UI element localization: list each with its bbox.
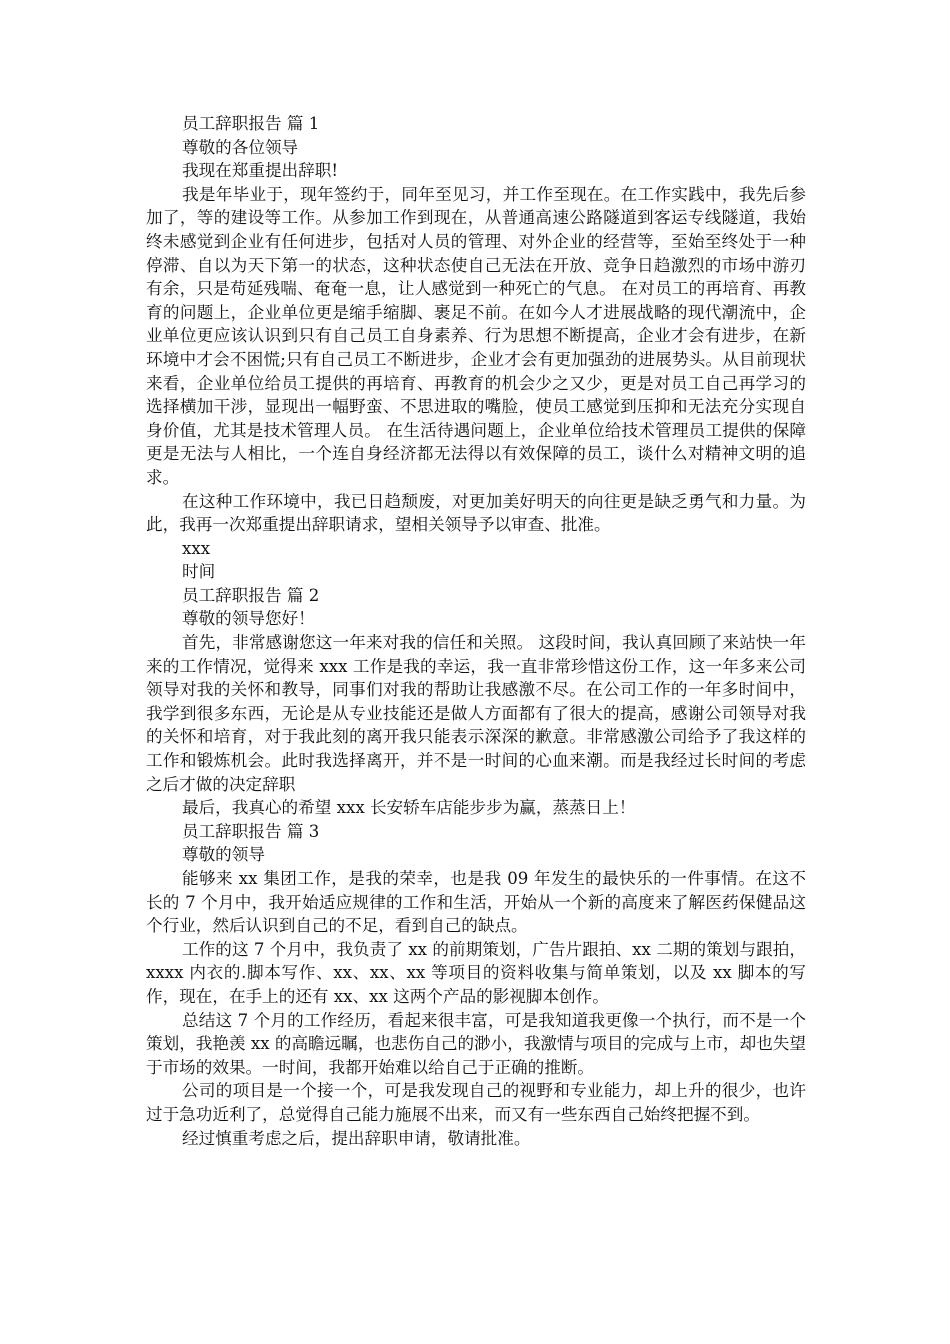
section-3-paragraph: 公司的项目是一个接一个，可是我发现自己的视野和专业能力，却上升的很少，也许过于急功近利了，总觉得自己能力施展不出来，而又有一些东西自己始终把握不到。 — [146, 1081, 806, 1124]
section-1-heading: 员工辞职报告 篇 1 — [182, 114, 320, 133]
section-1-paragraph: 在这种工作环境中，我已日趋颓废，对更加美好明天的向往更是缺乏勇气和力量。为此，我再一次郑重提出辞职请求，望相关领导予以审查、批准。 — [146, 491, 806, 535]
section-1-salutation: 尊敬的各位领导 — [182, 137, 299, 157]
section-2-paragraph: 首先，非常感谢您这一年来对我的信任和关照。 这段时间，我认真回顾了来站快一年来的工作情况，觉得来 xxx 工作是我的幸运，我一直非常珍惜这份工作，这一年多来公司领导对我的关怀和教导，同事们对我的帮助让我感激不尽。在公司工作的一年多时间中，我学到很多东西，无论是从专业技能还是做人方面都有了很大的提高，感谢公司领导对我的关怀和培育，对于我此刻的离开我只能表示深深的歉意。非常感激公司给予了我这样的工作和锻炼机会。此时我选择离开，并不是一时间的心血来潮。而是我经过长时间的考虑之后才做的决定辞职 — [146, 633, 806, 794]
document-page — [146, 112, 806, 1150]
section-3-heading: 员工辞职报告 篇 3 — [182, 821, 320, 841]
section-3-paragraph: 总结这 7 个月的工作经历，看起来很丰富，可是我知道我更像一个执行，而不是一个策划，我艳羡 xx 的高瞻远瞩，也悲伤自己的渺小，我激情与项目的完成与上市，却也失望于市场的效果。一时间，我都开始难以给自己于正确的推断。 — [146, 1010, 806, 1077]
section-3-paragraph: 工作的这 7 个月中，我负责了 xx 的前期策划，广告片跟拍、xx 二期的策划与跟拍，xxxx 内衣的.脚本写作、xx、xx、xx 等项目的资料收集与简单策划，以及 xx 脚本的写作，现在，在手上的还有 xx、xx 这两个产品的影视脚本创作。 — [146, 939, 806, 1006]
section-3-paragraph: 经过慎重考虑之后，提出辞职申请，敬请批准。 — [182, 1128, 531, 1148]
section-2-closing: 最后，我真心的希望 xxx 长安轿车店能步步为赢，蒸蒸日上！ — [182, 798, 636, 818]
section-2-heading: 员工辞职报告 篇 2 — [182, 585, 320, 605]
section-1-paragraph: 我是年毕业于，现年签约于，同年至见习，并工作至现在。在工作实践中，我先后参加了，等的建设等工作。从参加工作到现在，从普通高速公路隧道到客运专线隧道，我始终未感觉到企业有任何进步，包括对人员的管理、对外企业的经营等，至始至终处于一种停滞、自以为天下第一的状态，这种状态使自己无法在开放、竞争日趋激烈的市场中游刃有余，只是苟延残喘、奄奄一息，让人感觉到一种死亡的气息。 在对员工的再培育、再教育的问题上，企业单位更是缩手缩脚、裹足不前。在如今人才进展战略的现代潮流中，企业单位更应该认识到只有自己员工自身素养、行为思想不断提高，企业才会有进步，在新环境中才会不困慌;只有自己员工不断进步，企业才会有更加强劲的进展势头。从目前现状来看，企业单位给员工提供的再培育、再教育的机会少之又少，更是对员工自己再学习的选择横加干涉，显现出一幅野蛮、不思进取的嘴脸，使员工感觉到压抑和无法充分实现自身价值，尤其是技术管理人员。 在生活待遇问题上，企业单位给技术管理员工提供的保障更是无法与人相比，一个连自身经济都无法得以有效保障的员工，谈什么对精神文明的追求。 — [146, 184, 806, 487]
section-1-opening: 我现在郑重提出辞职! — [182, 161, 339, 181]
section-1-signature: xxx — [182, 538, 211, 558]
section-2-salutation: 尊敬的领导您好！ — [182, 609, 315, 629]
section-3-salutation: 尊敬的领导 — [182, 845, 265, 865]
section-1-date: 时间 — [182, 562, 216, 582]
section-3-paragraph: 能够来 xx 集团工作，是我的荣幸，也是我 09 年发生的最快乐的一件事情。在这不长的 7 个月中，我开始适应规律的工作和生活，开始从一个新的高度来了解医药保健品这个行业，然后认识到自己的不足，看到自己的缺点。 — [146, 869, 806, 936]
